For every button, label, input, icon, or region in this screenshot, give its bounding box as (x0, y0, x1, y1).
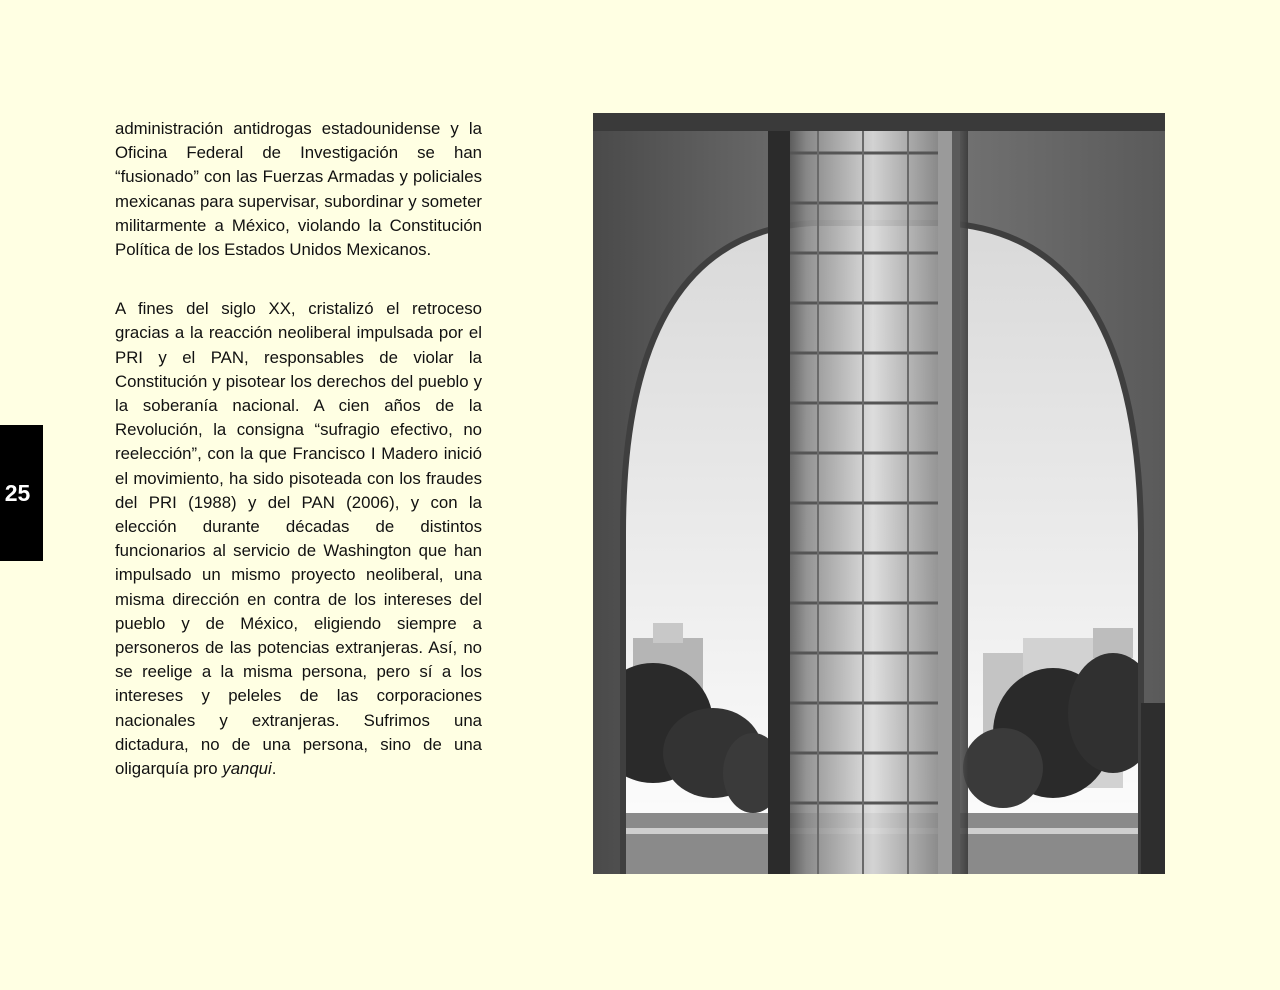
paragraph-2-main: A fines del siglo XX, cristalizó el retroceso gracias a la reacción neoliberal impulsada por el PRI y el PAN, responsables de violar la Constitución y pisotear los derechos del pueblo y la soberanía nacional. A cien años de la Revolución, la consigna “sufragio efectivo, no reelección”, con la que Francisco I Madero inició el movimiento, ha sido pisoteada con los fraudes del PRI (1988) y del PAN (2006), y con la elección durante décadas de distintos funcionarios al servicio de Washington que han impulsado un mismo proyecto neoliberal, una misma dirección en contra de los intereses del pueblo y de México, eligiendo siempre a personeros de las potencias extranjeras. Así, no se reelige a la misma persona, pero sí a los intereses y peleles de las corporaciones nacionales y extranjeras. Sufrimos una dictadura, no de una persona, sino de una oligarquía pro (115, 299, 482, 779)
photo-illustration (593, 113, 1165, 874)
paragraph-2-end: . (271, 759, 277, 779)
paragraph-2 (115, 297, 482, 781)
paragraph-2-italic: yanqui (222, 759, 272, 779)
paragraph-1: administración antidrogas estadounidense y la Oficina Federal de Investigación se han “fusionado” con las Fuerzas Armadas y policiales mexicanas para supervisar, subordinar y someter militarmente a México, violando la Constitución Política de los Estados Unidos Mexicanos. (115, 119, 482, 260)
text-column (115, 117, 482, 781)
photo-elevator-arch (593, 113, 1165, 874)
page-number: 25 (4, 479, 31, 506)
page-number-tab (0, 425, 43, 561)
